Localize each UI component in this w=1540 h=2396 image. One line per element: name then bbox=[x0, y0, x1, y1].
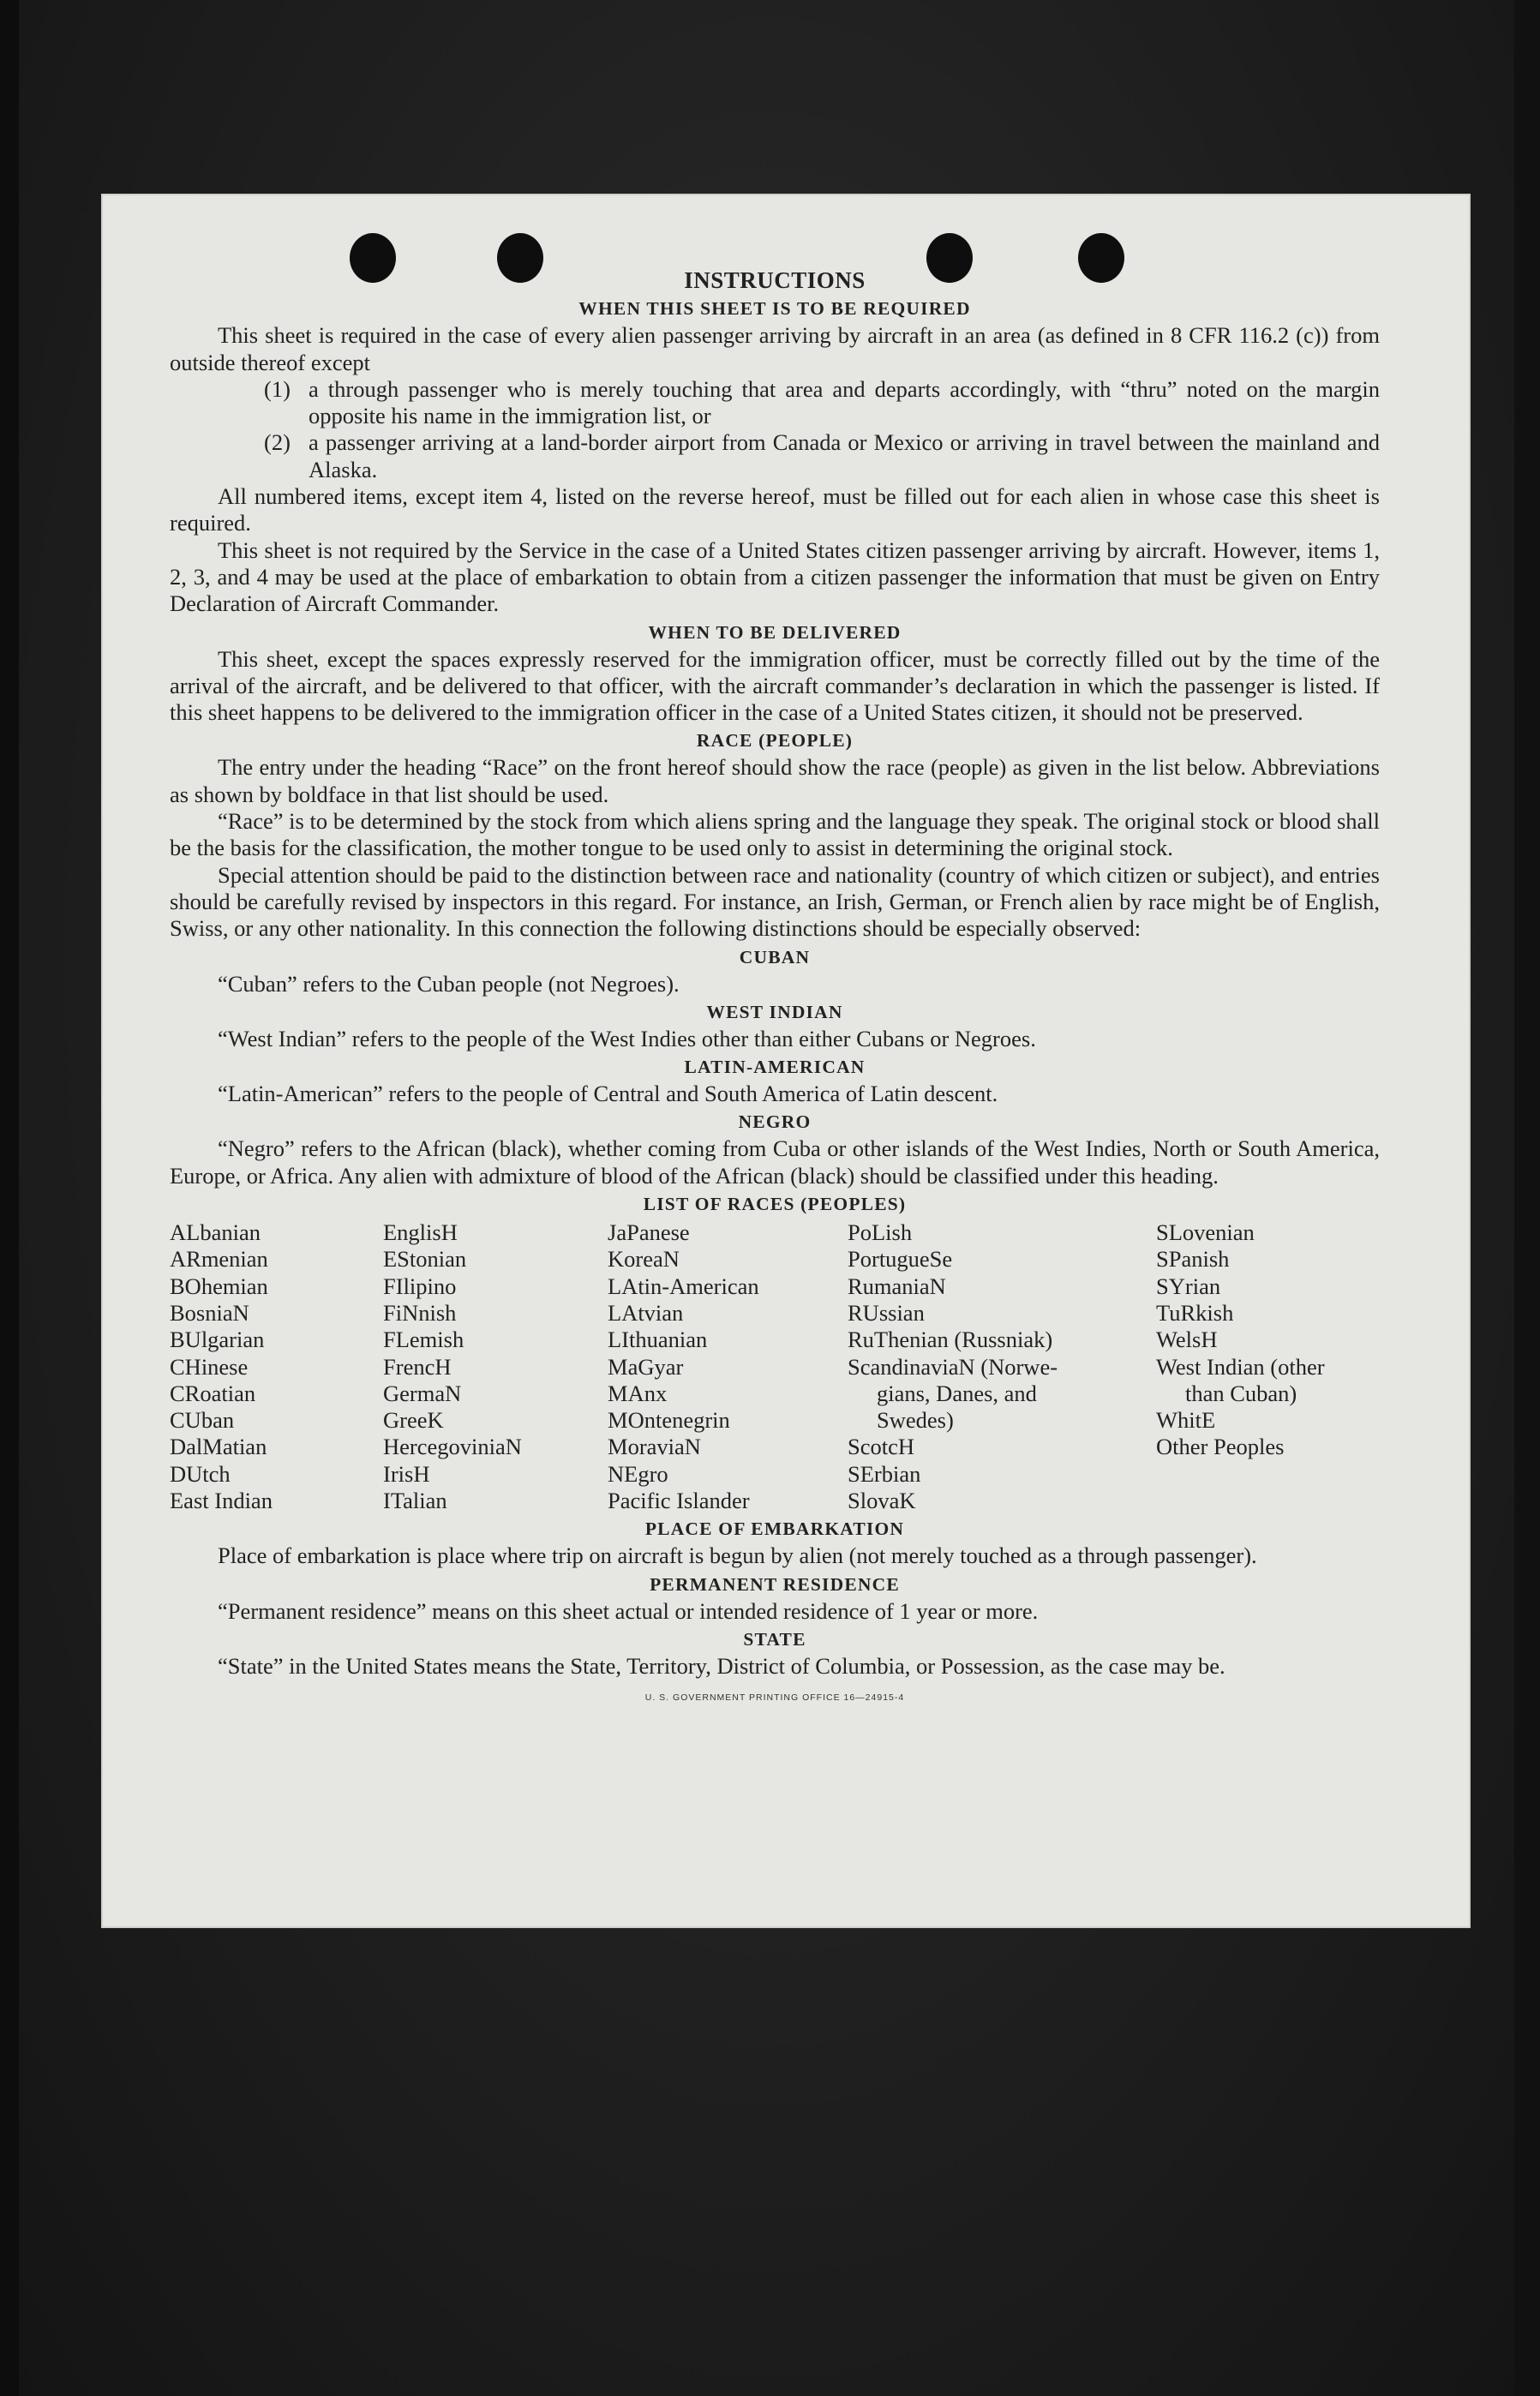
section-heading-delivered: WHEN TO BE DELIVERED bbox=[648, 621, 902, 643]
race-entry-continuation: Swedes) bbox=[877, 1407, 954, 1434]
race-entry: ScotcH bbox=[848, 1434, 915, 1460]
race-paragraph-3: Special attention should be paid to the distinction between race and nationality (country of which citizen or subject), and entries should be carefully revised by inspectors in this regard. For instance, an Irish, German, or French alien by race might be of English, Swiss, or any other nationality. In this connection the following distinctions should be especially observed: bbox=[170, 861, 1380, 942]
required-paragraph-3: This sheet is not required by the Service in the case of a United States citizen passenger arriving by aircraft. However, items 1, 2, 3, and 4 may be used at the place of embarkation to obtain from a citizen passenger the information that must be given on Entry Declaration of Aircraft Commander. bbox=[170, 536, 1380, 617]
west-indian-paragraph: “West Indian” refers to the people of the West Indies other than either Cubans or Negroes. bbox=[218, 1025, 1036, 1051]
page-title: INSTRUCTIONS bbox=[684, 267, 866, 293]
race-entry: PoLish bbox=[848, 1219, 913, 1246]
race-entry: LIthuanian bbox=[608, 1327, 708, 1353]
race-entry: Other Peoples bbox=[1156, 1434, 1285, 1460]
race-entry: MOntenegrin bbox=[608, 1407, 730, 1434]
race-entry: ScandinaviaN (Norwe- bbox=[848, 1353, 1058, 1380]
race-entry: WhitE bbox=[1156, 1407, 1216, 1434]
race-entry: RumaniaN bbox=[848, 1273, 946, 1299]
race-entry: FiNnish bbox=[383, 1299, 457, 1326]
race-entry: EStonian bbox=[383, 1246, 467, 1273]
race-entry: MoraviaN bbox=[608, 1434, 701, 1460]
race-entry: MAnx bbox=[608, 1380, 668, 1406]
printing-office-footer: U. S. GOVERNMENT PRINTING OFFICE 16—24915-4 bbox=[644, 1692, 905, 1704]
section-heading-embarkation: PLACE OF EMBARKATION bbox=[644, 1518, 905, 1540]
races-column-2 bbox=[383, 1219, 608, 1514]
exception-item-text: a through passenger who is merely touching that area and departs accordingly, with “thru” noted on the margin opposite his name in the immigration list, or bbox=[309, 375, 1380, 429]
section-heading-residence: PERMANENT RESIDENCE bbox=[650, 1573, 900, 1595]
race-entry: CHinese bbox=[170, 1353, 249, 1380]
section-heading-west-indian: WEST INDIAN bbox=[706, 1001, 843, 1022]
race-entry: Pacific Islander bbox=[608, 1487, 750, 1513]
race-entry: WelsH bbox=[1156, 1327, 1218, 1353]
race-entry: KoreaN bbox=[608, 1246, 680, 1273]
race-entry-continuation: than Cuban) bbox=[1185, 1380, 1297, 1406]
race-entry-continuation: gians, Danes, and bbox=[877, 1380, 1037, 1406]
exception-item-number: (1) bbox=[264, 375, 291, 402]
embarkation-paragraph: Place of embarkation is place where trip on aircraft is begun by alien (not merely touched as a through passenger). bbox=[218, 1542, 1257, 1569]
race-paragraph-2: “Race” is to be determined by the stock from which aliens spring and the language they speak. The original stock or blood shall be the basis for the classification, the mother tongue to be used only to assist in determining the original stock. bbox=[170, 808, 1380, 861]
scan-edge-right bbox=[1514, 0, 1540, 2396]
race-entry: East Indian bbox=[170, 1487, 273, 1513]
delivered-paragraph: This sheet, except the spaces expressly reserved for the immigration officer, must be correctly filled out by the time of the arrival of the aircraft, and be delivered to that officer, with the aircraft commander’s declaration in which the passenger is listed. If this sheet happens to be delivered to the immigration officer in the case of a United States citizen, it should not be preserved. bbox=[170, 645, 1380, 726]
race-entry: FLemish bbox=[383, 1327, 464, 1353]
section-heading-race: RACE (PEOPLE) bbox=[696, 730, 854, 752]
latin-american-paragraph: “Latin-American” refers to the people of Central and South America of Latin descent. bbox=[218, 1081, 998, 1107]
race-entry: HercegoviniaN bbox=[383, 1434, 522, 1460]
section-heading-negro: NEGRO bbox=[738, 1111, 812, 1133]
race-entry: RuThenian (Russniak) bbox=[848, 1327, 1053, 1353]
races-column-1 bbox=[170, 1219, 383, 1514]
scan-edge-left bbox=[0, 0, 19, 2396]
section-heading-races-list: LIST OF RACES (PEOPLES) bbox=[643, 1194, 907, 1215]
cuban-paragraph: “Cuban” refers to the Cuban people (not Negroes). bbox=[218, 970, 680, 997]
race-entry: GermaN bbox=[383, 1380, 462, 1406]
race-entry: BUlgarian bbox=[170, 1327, 265, 1353]
exception-item-number: (2) bbox=[264, 429, 291, 456]
race-entry: LAtvian bbox=[608, 1299, 684, 1326]
race-entry: JaPanese bbox=[608, 1219, 690, 1246]
race-entry: DUtch bbox=[170, 1460, 231, 1487]
race-entry: GreeK bbox=[383, 1407, 444, 1434]
race-entry: CRoatian bbox=[170, 1380, 256, 1406]
race-entry: RUssian bbox=[848, 1299, 925, 1326]
race-entry: ALbanian bbox=[170, 1219, 261, 1246]
race-entry: SlovaK bbox=[848, 1487, 916, 1513]
instructions-content bbox=[170, 267, 1380, 1711]
race-entry: LAtin-American bbox=[608, 1273, 759, 1299]
race-entry: ITalian bbox=[383, 1487, 447, 1513]
race-entry: NEgro bbox=[608, 1460, 668, 1487]
race-entry: West Indian (other bbox=[1156, 1353, 1325, 1380]
race-entry: TuRkish bbox=[1156, 1299, 1234, 1326]
race-entry: DalMatian bbox=[170, 1434, 267, 1460]
section-heading-latin-american: LATIN-AMERICAN bbox=[684, 1057, 866, 1078]
race-entry: PortugueSe bbox=[848, 1246, 953, 1273]
race-entry: FIlipino bbox=[383, 1273, 457, 1299]
race-entry: BOhemian bbox=[170, 1273, 268, 1299]
race-entry: SErbian bbox=[848, 1460, 921, 1487]
required-paragraph-1: This sheet is required in the case of every alien passenger arriving by aircraft in an area (as defined in 8 CFR 116.2 (c)) from outside thereof except bbox=[170, 322, 1380, 375]
races-column-3 bbox=[608, 1219, 848, 1514]
race-entry: BosniaN bbox=[170, 1299, 249, 1326]
section-heading-state: STATE bbox=[743, 1628, 806, 1650]
race-entry: IrisH bbox=[383, 1460, 430, 1487]
negro-paragraph: “Negro” refers to the African (black), whether coming from Cuba or other islands of the West Indies, North or South America, Europe, or Africa. Any alien with admixture of blood of the African (black) should be classified under this heading. bbox=[170, 1135, 1380, 1189]
race-entry: ARmenian bbox=[170, 1246, 268, 1273]
races-list bbox=[170, 1219, 1380, 1514]
races-column-4 bbox=[848, 1219, 1156, 1514]
state-paragraph: “State” in the United States means the State, Territory, District of Columbia, or Possession, as the case may be. bbox=[218, 1652, 1225, 1679]
race-entry: EnglisH bbox=[383, 1219, 458, 1246]
exception-item-text: a passenger arriving at a land-border airport from Canada or Mexico or arriving in travel between the mainland and Alaska. bbox=[309, 429, 1380, 482]
exception-item bbox=[264, 429, 1380, 483]
races-column-5 bbox=[1156, 1219, 1380, 1514]
section-heading-cuban: CUBAN bbox=[739, 946, 811, 967]
residence-paragraph: “Permanent residence” means on this sheet actual or intended residence of 1 year or more. bbox=[218, 1597, 1039, 1624]
race-entry: CUban bbox=[170, 1407, 235, 1434]
race-entry: SLovenian bbox=[1156, 1219, 1255, 1246]
race-entry: SYrian bbox=[1156, 1273, 1221, 1299]
race-entry: MaGyar bbox=[608, 1353, 684, 1380]
section-heading-required: WHEN THIS SHEET IS TO BE REQUIRED bbox=[578, 298, 971, 320]
race-paragraph-1: The entry under the heading “Race” on the front hereof should show the race (people) as given in the list below. Abbreviations as shown by boldface in that list should be used. bbox=[170, 754, 1380, 807]
exception-item bbox=[264, 376, 1380, 430]
required-paragraph-2: All numbered items, except item 4, listed on the reverse hereof, must be filled out for each alien in whose case this sheet is required. bbox=[170, 483, 1380, 536]
race-entry: FrencH bbox=[383, 1353, 452, 1380]
race-entry: SPanish bbox=[1156, 1246, 1230, 1273]
